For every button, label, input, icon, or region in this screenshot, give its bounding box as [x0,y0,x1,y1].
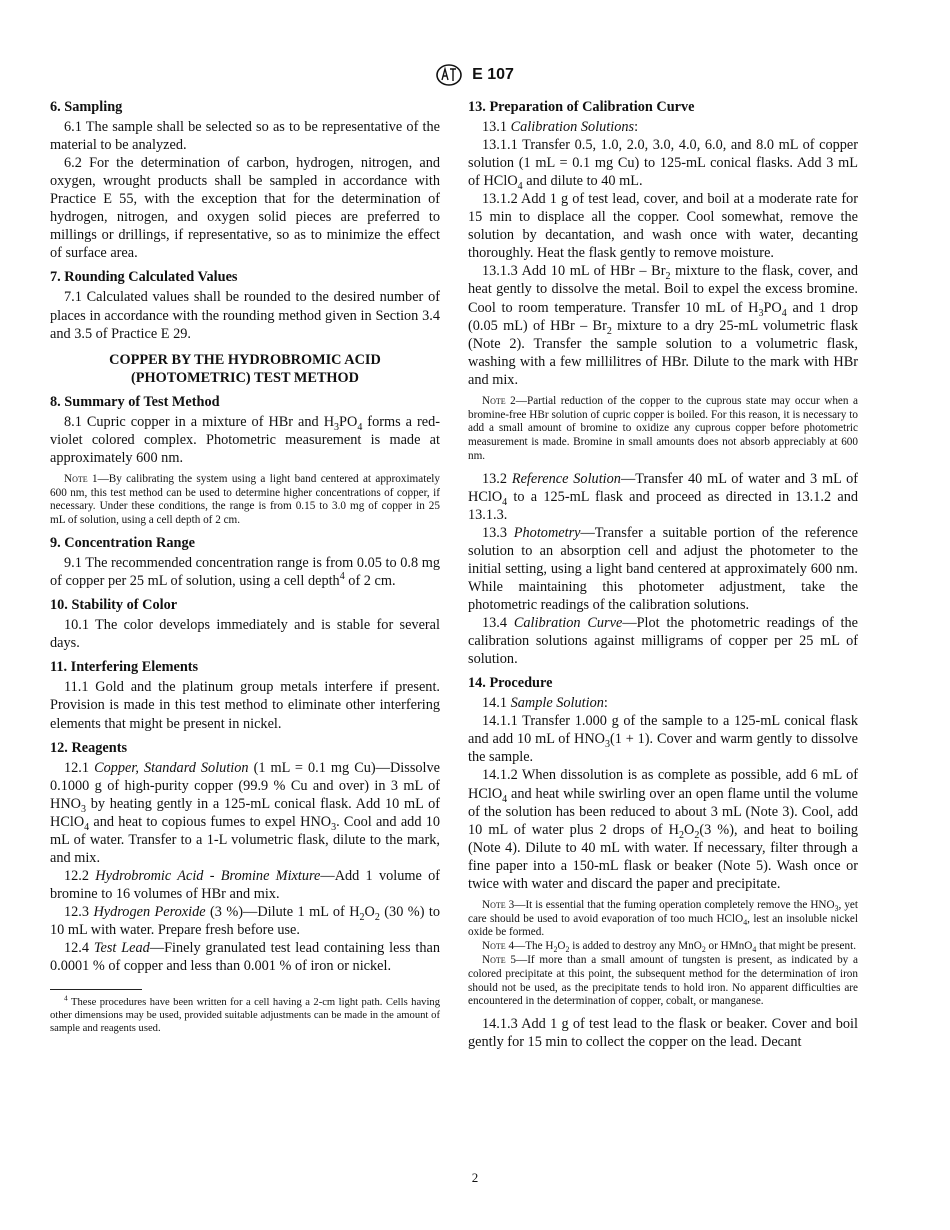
note: Note 2—Partial reduction of the copper to the cuprous state may occur when a bromine-free HBr solution of cupric copper is boiled. For this reason, it is necessary to add a small amount of bromine to oxidize any cuprous copper before photometric measurement is made. Bromine in small amounts does not absorb appreciably at 600 nm. [468,394,858,462]
note: Note 4—The $H_2O_2$ is added to destroy any MnO$_2$ or HMnO$_4$ that might be present. [482,940,857,955]
note: Note 5—If more than a small amount of tungsten is present, as indicated by a colored precipitate at this point, the subsequent method for the determination of iron should not be used, as the precipitate tends to hold iron. No apparent difficulties are encountered in the determination of copper, cobalt, or manganese. [468,954,858,1008]
page-header [0,64,950,86]
paragraph: 12.1 Copper, Standard Solution (1 mL = 0.1 mg Cu)—Dissolve 0.1000 g of high-purity copper (99.9 % Cu and over) in 3 mL of $HNO_3$ by heating gently in a 125-mL conical flask. Add 10 mL of HClO$_4$ and heat to copious fumes to expel $HNO_3$. Cool and add 10 mL of water. Transfer to a 1-L volumetric flask, dilute to the mark, and mix. [50,759,441,866]
paragraph: 10.1 The color develops immediately and is stable for several days. [50,617,440,652]
paragraph: 6.2 For the determination of carbon, hydrogen, nitrogen, and oxygen, wrought products shall be sampled in accordance with Practice E 55, with the exception that for the determination of hydrogen, nitrogen, and oxygen solid pieces are preferred to millings or drillings, if representative, so as to minimize the effect of surface area. [50,155,440,262]
paragraph: 14.1.1 Transfer 1.000 g of the sample to a 125-mL conical flask and add 10 mL of $HNO_3(1 + 1)$. Cover and warm gently to dissolve the sample. [468,713,858,766]
section-heading: 10. Stability of Color [50,597,178,614]
paragraph: 13.4 Calibration Curve—Plot the photometric readings of the calibration solutions against milligrams of copper per 25 mL of solution. [468,615,859,668]
paragraph: 13.1.2 Add 1 g of test lead, cover, and boil at a moderate rate for 15 min to displace all the copper. Cool somewhat, remove the solution by decantation, and wash once with water, decanting thoroughly. Heat the flask gently to remove moisture. [468,191,858,262]
section-heading: 11. Interfering Elements [50,659,199,676]
section-heading: 13. Preparation of Calibration Curve [468,99,695,115]
section-heading: 12. Reagents [50,739,128,756]
right-column [468,98,858,1051]
paragraph: 13.1.1 Transfer 0.5, 1.0, 2.0, 3.0, 4.0, 6.0, and 8.0 mL of copper solution (1 mL = 0.1 mg Cu) to 125-mL conical flasks. Add 3 mL of HClO$_4$ and dilute to 40 mL. [468,137,858,193]
section-heading: 9. Concentration Range [50,535,195,552]
note: Note 3—It is essential that the fuming operation completely remove the $HNO_3$, yet care should be used to avoid evaporation of too much HClO$_4$, lest an insoluble nickel oxide be formed. [468,898,858,939]
footnote-divider [50,989,142,990]
paragraph: 13.1.3 Add 10 mL of HBr – $Br_2$ mixture to the flask, cover, and heat gently to dissolve the metal. Boil to expel the excess bromine. Cool to room temperature. Transfer 10 mL of $H_3PO_4$ and 1 drop (0.05 mL) of HBr – $Br_2$ mixture to a dry 25-mL volumetric flask (Note 2). Transfer the sample solution to a volumetric flask, washing with a few millilitres of HBr. Dilute to the mark with HBr and mix. [468,263,858,388]
paragraph: 13.2 Reference Solution—Transfer 40 mL of water and 3 mL of HClO$_4$ to a 125-mL flask and proceed as directed in 13.1.2 and 13.1.3. [468,470,858,523]
paragraph: 13.1 Calibration Solutions: [482,119,639,136]
paragraph: 12.2 Hydrobromic Acid - Bromine Mixture—Add 1 volume of bromine to 16 volumes of HBr and mix. [50,867,441,902]
left-column [50,98,440,1035]
paragraph: 9.1 The recommended concentration range is from 0.05 to 0.8 mg of copper per 25 mL of solution, using a cell depth$^4$ of 2 cm. [50,555,440,590]
paragraph: 11.1 Gold and the platinum group metals interfere if present. Provision is made in this test method to eliminate other interfering elements that might be present in nickel. [50,679,440,732]
page-number: 2 [471,1170,479,1185]
standard-designation: E 107 [472,66,514,83]
astm-logo-icon [436,64,462,86]
paragraph: 14.1 Sample Solution: [482,695,608,712]
paragraph: 14.1.3 Add 1 g of test lead to the flask or beaker. Cover and boil gently for 15 min to collect the copper on the lead. Decant [468,1016,858,1051]
paragraph: 12.4 Test Lead—Finely granulated test lead containing less than 0.0001 % of copper and less than 0.001 % of iron or nickel. [50,940,440,975]
paragraph: 7.1 Calculated values shall be rounded to the desired number of places in accordance with the rounding method given in Section 3.4 and 3.5 of Practice E 29. [50,289,440,342]
paragraph: 13.3 Photometry—Transfer a suitable portion of the reference solution to an absorption cell and adjust the photometer to the initial setting, using a light band centered at approximately 600 nm. While maintaining this photometer adjustment, take the photometric readings of the calibration solutions. [468,524,858,614]
section-heading: 6. Sampling [50,99,123,115]
paragraph: 12.3 Hydrogen Peroxide (3 %)—Dilute 1 mL of $H_2O_2$ (30 %) to 10 mL with water. Prepare fresh before use. [50,903,441,939]
note: Note 1—By calibrating the system using a light band centered at approximately 600 nm, this test method can be used to determine higher concentrations of copper, if necessary. Under these conditions, the range is from 0.15 to 3.0 mg of copper in 25 mL of solution, using a cell depth of 2 cm. [50,472,440,527]
method-title: COPPER BY THE HYDROBROMIC ACID (PHOTOMETRIC) TEST METHOD [109,351,381,386]
paragraph: 6.1 The sample shall be selected so as to be representative of the material to be analyzed. [50,119,440,154]
paragraph: 8.1 Cupric copper in a mixture of HBr and $H_3PO_4$ forms a red-violet colored complex. Photometric measurement is made at approximately 600 nm. [50,413,440,466]
section-heading: 8. Summary of Test Method [50,393,220,410]
section-heading: 7. Rounding Calculated Values [50,269,238,286]
section-heading: 14. Procedure [468,675,553,692]
paragraph: 14.1.2 When dissolution is as complete as possible, add 6 mL of HClO$_4$ and heat while swirling over an open flame until the volume of the solution has been reduced to about 3 mL (Note 3). Cool, add 10 mL of water plus 2 drops of $H_2O_2(3$ %), and heat to boiling (Note 4). Dilute to 40 mL with water. If necessary, filter through a fine paper into a 150-mL flask or beaker (Note 5). Wash once or twice with water and discard the paper and precipitate. [468,767,858,892]
footnote: $^4$ These procedures have been written for a cell having a 2-cm light path. Cells having other dimensions may be used, provided suitable adjustments can be made in the amount of sample and reagents used. [50,993,440,1035]
